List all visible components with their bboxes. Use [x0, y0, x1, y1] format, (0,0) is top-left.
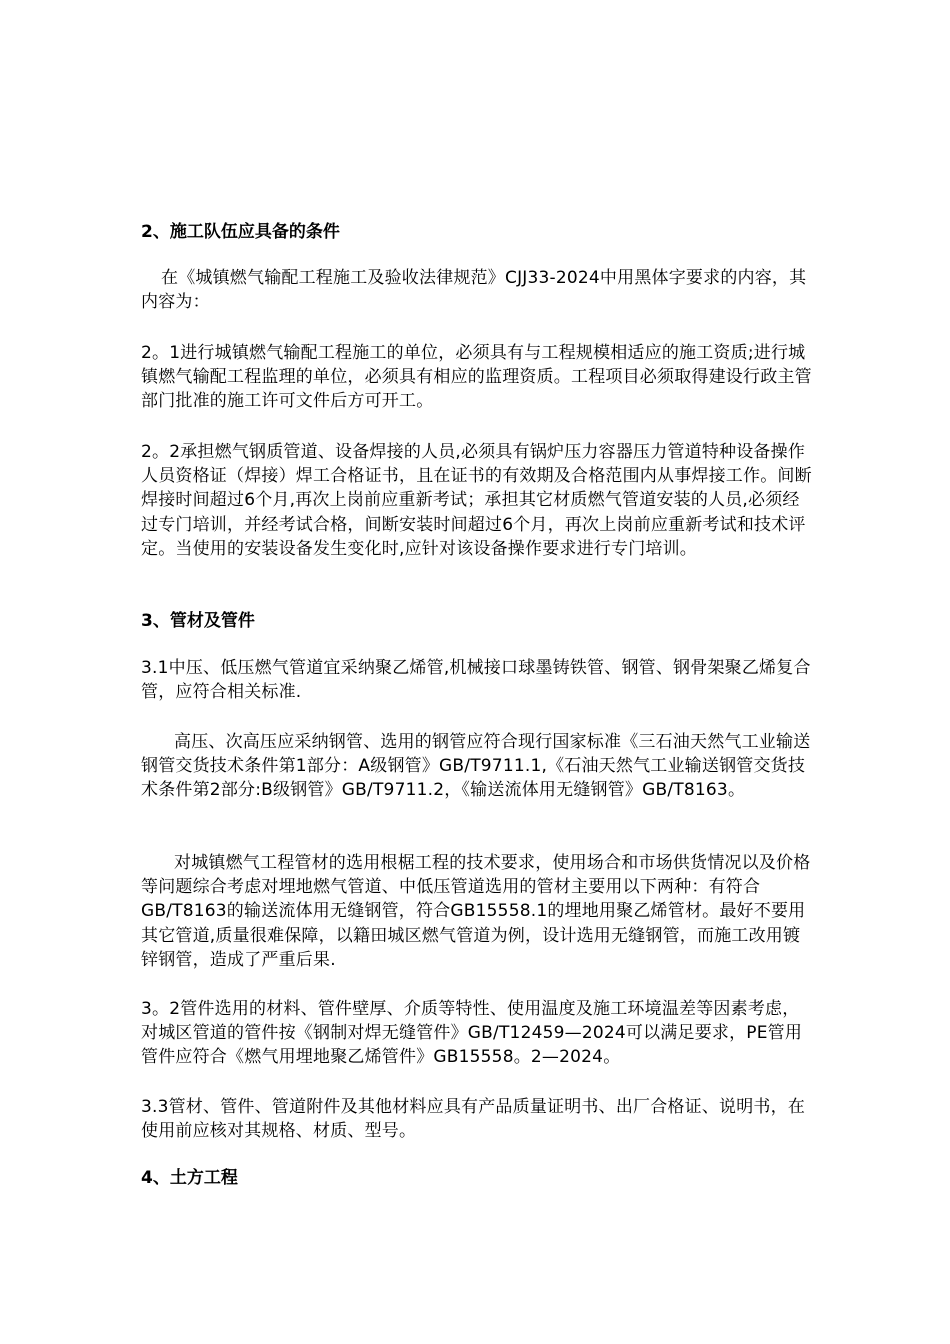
paragraph-material-selection: 对城镇燃气工程管材的选用根椐工程的技术要求，使用场合和市场供货情况以及价格等问题综合考虑对埋地燃气管道、中低压管道选用的管材主要用以下两种：有符合GB/T8163的输送流体用无缝钢管，符合GB15558.1的埋地用聚乙烯管材。最好不要用其它管道,质量很难保障，以籍田城区燃气管道为例，设计选用无缝钢管，而施工改用镀锌钢管，造成了严重后果.: [141, 853, 811, 970]
section-heading-3: 3、管材及管件: [141, 611, 255, 631]
paragraph-3-2: 3。2管件选用的材料、管件壁厚、介质等特性、使用温度及施工环境温差等因素考虑，对城区管道的管件按《钢制对焊无缝管件》GB/T12459—2024可以满足要求，PE管用管件应符合《燃气用埋地聚乙烯管件》GB15558。2—2024。: [141, 999, 803, 1068]
paragraph-2-1: 2。1进行城镇燃气输配工程施工的单位，必须具有与工程规模相适应的施工资质;进行城镇燃气输配工程监理的单位，必须具有相应的监理资质。工程项目必须取得建设行政主管部门批准的施工许可文件后方可开工。: [141, 343, 812, 412]
section-heading-4: 4、土方工程: [141, 1168, 238, 1188]
paragraph-intro: 在《城镇燃气输配工程施工及验收法律规范》CJJ33-2024中用黑体字要求的内容，其内容为：: [141, 268, 807, 313]
paragraph-3-3: 3.3管材、管件、管道附件及其他材料应具有产品质量证明书、出厂合格证、说明书，在使用前应核对其规格、材质、型号。: [141, 1097, 806, 1142]
paragraph-3-1: 3.1中压、低压燃气管道宜采纳聚乙烯管,机械接口球墨铸铁管、钢管、钢骨架聚乙烯复合管，应符合相关标准.: [141, 658, 811, 703]
paragraph-2-2: 2。2承担燃气钢质管道、设备焊接的人员,必须具有锅炉压力容器压力管道特种设备操作人员资格证（焊接）焊工合格证书，且在证书的有效期及合格范围内从事焊接工作。间断焊接时间超过6个月,再次上岗前应重新考试；承担其它材质燃气管道安装的人员,必须经过专门培训，并经考试合格，间断安装时间超过6个月，再次上岗前应重新考试和技术评定。当使用的安装设备发生变化时,应针对该设备操作要求进行专门培训。: [141, 442, 812, 559]
section-heading-2: 2、施工队伍应具备的条件: [141, 222, 340, 242]
paragraph-high-pressure: 高压、次高压应采纳钢管、选用的钢管应符合现行国家标准《三石油天然气工业输送钢管交货技术条件第1部分：A级钢管》GB/T9711.1,《石油天然气工业输送钢管交货技术条件第2部分:B级钢管》GB/T9711.2，《输送流体用无缝钢管》GB/T8163。: [141, 732, 811, 801]
